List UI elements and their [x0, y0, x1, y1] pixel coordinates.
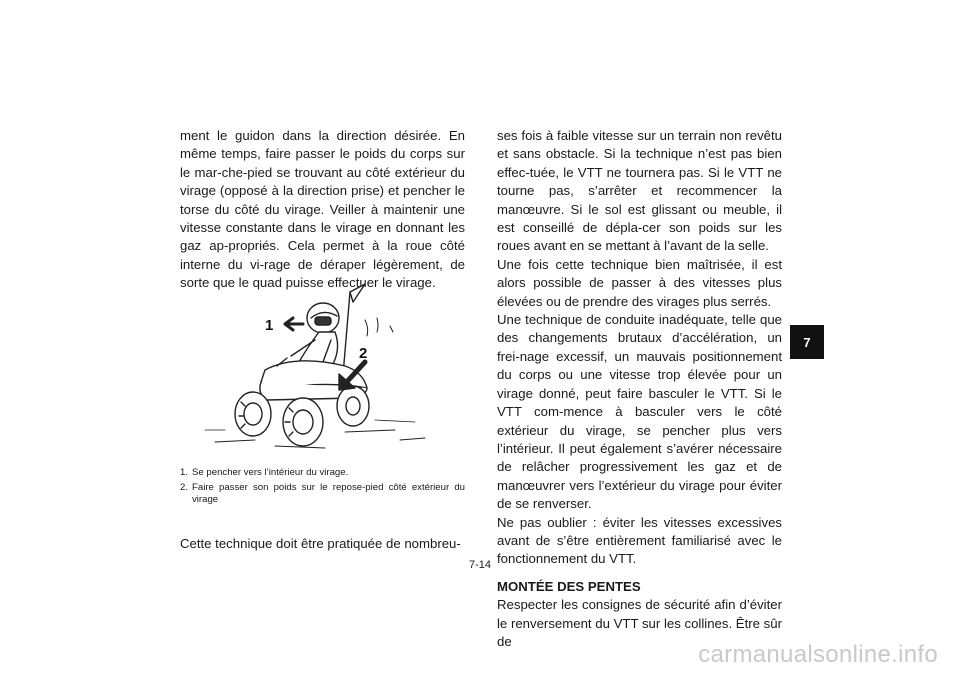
atv-illustration-icon	[195, 270, 445, 460]
caption-item	[180, 467, 465, 479]
right-paragraph: Ne pas oublier : éviter les vitesses excessives avant de s’être entièrement familiarisé avec le fonctionnement du VTT.	[497, 514, 782, 567]
section-heading: MONTÉE DES PENTES	[497, 578, 641, 594]
caption-number: 2.	[180, 482, 189, 493]
right-column	[497, 127, 782, 651]
watermark: carmanualsonline.info	[698, 641, 938, 668]
chapter-tab: 7	[790, 325, 824, 359]
atv-turning-illustration	[195, 270, 445, 460]
left-paragraph: ment le guidon dans la direction désirée. En même temps, faire passer le poids du corps sur le mar-che-pied se trouvant au côté extérieur du virage (opposé à la direction prise) et pencher le torse du côté du virage. Veiller à maintenir une vitesse constante dans le virage en donnant les gaz ap-propriés. Cela permet à la roue côté interne du vi-rage de déraper légèrement, de sorte que le quad puisse effectuer le virage.	[180, 128, 465, 291]
page-number: 7-14	[468, 559, 492, 571]
caption-number: 1.	[180, 467, 189, 478]
figure-label-2: 2	[359, 345, 368, 362]
left-column	[180, 127, 465, 293]
caption-text: Se pencher vers l’intérieur du virage.	[192, 467, 349, 478]
left-continuation: Cette technique doit être pratiquée de nombreu-	[180, 536, 461, 551]
right-paragraph: ses fois à faible vitesse sur un terrain non revêtu et sans obstacle. Si la technique n’est pas bien effec-tuée, le VTT ne tournera pas. Si le VTT ne tourne pas, s’arrêter et recommencer la manœuvre. Si le sol est glissant ou meuble, il est conseillé de dépla-cer son poids sur les roues avant en se mettant à l’avant de la selle.	[497, 128, 782, 254]
figure-captions	[180, 467, 465, 509]
figure-label-1: 1	[265, 317, 274, 334]
caption-item	[180, 482, 465, 506]
right-paragraph: Une technique de conduite inadéquate, telle que des changements brutaux d’accélération, un frei-nage excessif, un mauvais positionnement du corps ou une vitesse trop élevée pour un virage donné, peut faire basculer le VTT. Si le VTT com-mence à basculer vers le côté extérieur du virage, se pencher plus vers l’intérieur. Il peut également s’avérer nécessaire de relâcher progressivement les gaz et de manœuvrer vers l’extérieur du virage pour éviter de se renverser.	[497, 312, 782, 512]
right-paragraph: Une fois cette technique bien maîtrisée, il est alors possible de passer à des vitesses plus élevées ou de prendre des virages plus serrés.	[497, 256, 782, 309]
section-paragraph: Respecter les consignes de sécurité afin d’éviter le renversement du VTT sur les collines. Être sûr de	[497, 597, 782, 649]
caption-text: Faire passer son poids sur le repose-pied côté extérieur du virage	[192, 482, 465, 505]
